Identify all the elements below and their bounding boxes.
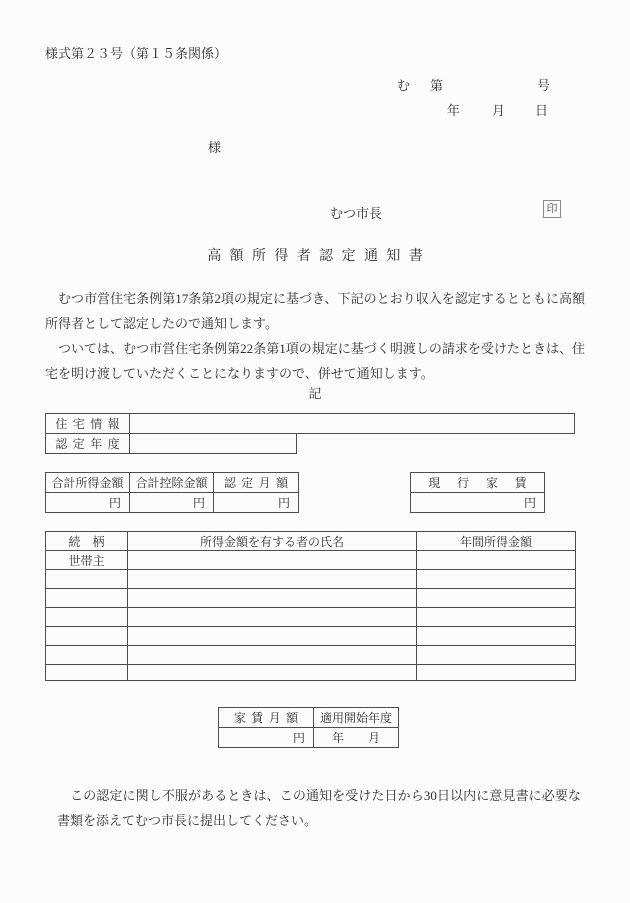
certified-monthly-unit: 円 — [213, 492, 299, 513]
ref-prefix-label: む — [397, 78, 411, 93]
sender-name: むつ市長 — [330, 206, 383, 221]
housing-info-label: 住宅情報 — [45, 413, 130, 434]
relation-cell — [45, 607, 128, 627]
relation-cell — [45, 645, 128, 665]
total-deduction-header: 合計控除金額 — [129, 472, 214, 493]
monthly-rent-unit: 円 — [218, 727, 314, 748]
current-rent-table — [410, 472, 545, 513]
relation-cell — [45, 569, 128, 589]
document-title: 高額所得者認定通知書 — [207, 249, 432, 264]
date-year-label: 年 — [447, 103, 461, 118]
total-income-unit: 円 — [45, 492, 130, 513]
earner-name-cell — [127, 569, 417, 589]
relation-cell — [45, 626, 128, 646]
addressee-suffix: 様 — [208, 140, 222, 155]
monthly-rent-header: 家賃月額 — [218, 707, 314, 728]
table-row — [45, 492, 299, 513]
table-row — [45, 433, 575, 454]
certified-year-label: 認定年度 — [45, 433, 130, 454]
annual-income-cell — [416, 550, 576, 570]
annual-income-cell — [416, 569, 576, 589]
income-summary-table — [45, 472, 299, 513]
annual-income-cell — [416, 588, 576, 608]
ref-number-label: 第 — [430, 78, 444, 93]
earner-name-cell — [127, 607, 417, 627]
applicable-start-header: 適用開始年度 — [313, 707, 399, 728]
earner-name-cell — [127, 550, 417, 570]
annual-income-cell — [416, 626, 576, 646]
table-row — [45, 550, 576, 570]
housing-info-table — [45, 413, 575, 454]
monthly-rent-table — [218, 707, 399, 748]
earner-name-cell — [127, 588, 417, 608]
ki-heading: 記 — [308, 386, 322, 401]
earner-name-cell — [127, 645, 417, 665]
total-deduction-unit: 円 — [129, 492, 214, 513]
closing-paragraph: この認定に関し不服があるときは、この通知を受けた日から30日以内に意見書に必要な書類を添えてむつ市長に提出してください。 — [57, 788, 581, 828]
body-paragraph-1: むつ市営住宅条例第17条第2項の規定に基づき、下記のとおり収入を認定するとともに高額所得者として認定したので通知します。 — [45, 291, 585, 331]
table-row — [45, 588, 576, 608]
table-row — [45, 626, 576, 646]
earner-name-cell — [127, 626, 417, 646]
table-header-row — [45, 531, 576, 551]
relation-cell: 世帯主 — [45, 550, 128, 570]
date-day-label: 日 — [535, 103, 549, 118]
table-header-row — [410, 472, 545, 493]
date-month-label: 月 — [492, 103, 506, 118]
annual-income-cell — [416, 607, 576, 627]
table-row — [45, 607, 576, 627]
ref-suffix-label: 号 — [537, 78, 551, 93]
earner-name-header: 所得金額を有する者の氏名 — [127, 531, 417, 551]
annual-income-cell — [416, 664, 576, 681]
annual-income-header: 年間所得金額 — [416, 531, 576, 551]
relation-header: 続 柄 — [45, 531, 128, 551]
applicable-start-value: 年 月 — [313, 727, 399, 748]
table-header-row — [218, 707, 399, 728]
certified-year-value — [129, 433, 297, 454]
table-row — [45, 569, 576, 589]
current-rent-unit: 円 — [410, 492, 545, 513]
body-paragraph-2: ついては、むつ市営住宅条例第22条第1項の規定に基づく明渡しの請求を受けたときは、住宅を明け渡していただくことになりますので、併せて通知します。 — [45, 341, 585, 381]
earner-name-cell — [127, 664, 417, 681]
relation-cell — [45, 588, 128, 608]
table-row — [45, 664, 576, 681]
form-number: 様式第２３号（第１５条関係） — [45, 46, 228, 61]
seal-mark: 印 — [543, 200, 561, 218]
table-row — [410, 492, 545, 513]
table-row — [45, 413, 575, 434]
table-row — [45, 645, 576, 665]
current-rent-header: 現行家賃 — [410, 472, 545, 493]
relation-cell — [45, 664, 128, 681]
certified-monthly-header: 認定月額 — [213, 472, 299, 493]
members-income-table — [45, 531, 576, 681]
table-row — [218, 727, 399, 748]
annual-income-cell — [416, 645, 576, 665]
table-header-row — [45, 472, 299, 493]
housing-info-value — [129, 413, 575, 434]
total-income-header: 合計所得金額 — [45, 472, 130, 493]
